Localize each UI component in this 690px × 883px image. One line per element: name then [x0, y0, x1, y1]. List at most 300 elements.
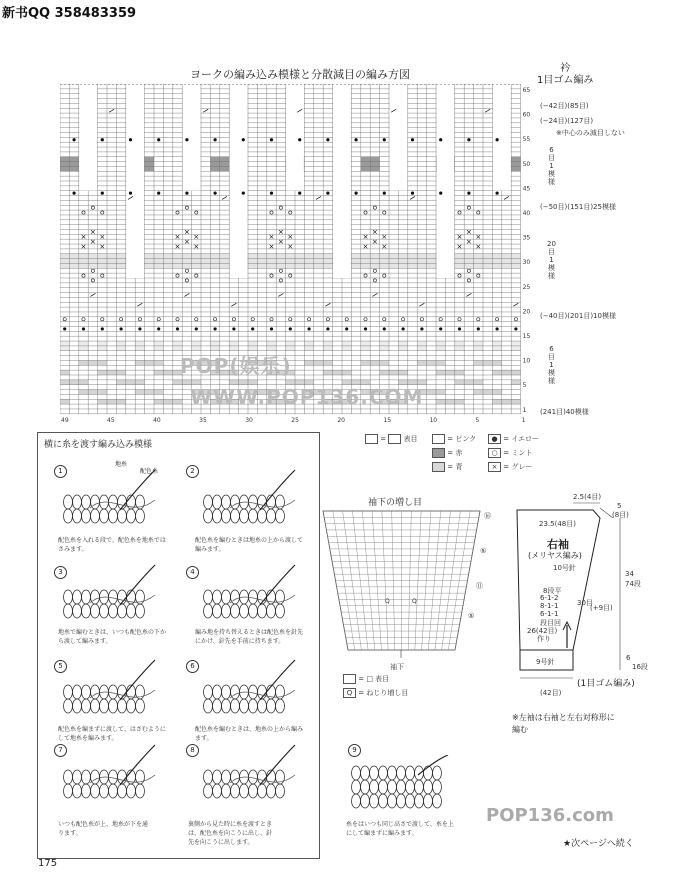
side-label-upper: 6目1模様 — [548, 146, 555, 186]
stitch-loop — [352, 794, 361, 808]
row-number: 40 — [522, 210, 530, 217]
chart-cell-shade — [69, 166, 78, 171]
stitch-loop — [231, 784, 240, 798]
chart-cell-shade — [436, 360, 445, 365]
chart-cell-shade — [474, 380, 483, 385]
chart-symbol-dot — [214, 192, 217, 195]
chart-cell-shade — [511, 399, 520, 404]
chart-cell-shade — [145, 166, 154, 171]
chart-cell-shade — [286, 341, 295, 346]
stitch-loop — [406, 794, 415, 808]
chart-cell-shade — [408, 380, 417, 385]
stitch-loop — [204, 685, 213, 699]
side-label-lower: 6目1模様 — [548, 345, 555, 385]
chart-cell-shade — [60, 380, 69, 385]
stitch-loop — [127, 784, 136, 798]
stitch-loop — [213, 699, 222, 713]
chart-cell-shade — [370, 254, 379, 259]
watermark-2: WWW.POP136.COM — [190, 385, 424, 409]
step-caption-6: 配色糸を編むときは、地糸の上から編みます。 — [195, 726, 304, 742]
stitch-loop — [361, 780, 370, 794]
schem-plus-9: (+9目) — [590, 604, 613, 612]
stitch-loop — [118, 784, 127, 798]
legend-label-grey: = グレー — [503, 463, 533, 471]
chart-cell-shade — [116, 399, 125, 404]
collar-label-1: 衿 — [560, 63, 571, 74]
step-number-3: 3 — [54, 566, 67, 579]
chart-cell-shade — [201, 263, 210, 268]
chart-cell-shade — [361, 341, 370, 346]
legend-swatch-blue — [432, 462, 445, 472]
chart-symbol-dot — [157, 327, 160, 330]
stitch-loop — [361, 794, 370, 808]
step-number-4: 4 — [186, 566, 199, 579]
legend-swatch-grey: × — [488, 462, 501, 472]
chart-symbol-decrease — [184, 293, 189, 296]
chart-cell-shade — [427, 390, 436, 395]
stitch-loop — [258, 784, 267, 798]
chart-cell-shade — [145, 157, 154, 162]
chart-cell-shade — [323, 254, 332, 259]
chart-symbol-decrease — [222, 196, 227, 199]
chart-cell-shade — [408, 254, 417, 259]
chart-cell-shade — [417, 263, 426, 268]
chart-symbol-dot — [232, 327, 235, 330]
stitch-loop — [127, 699, 136, 713]
chart-cell-shade — [210, 157, 219, 162]
legend-label-red: = 赤 — [447, 449, 463, 457]
row-number: 35 — [522, 234, 530, 242]
legend-pink — [432, 434, 476, 444]
stitch-loop — [222, 495, 231, 509]
stitch-loop — [91, 784, 100, 798]
chart-cell-shade — [145, 162, 154, 167]
step-illustration-6 — [204, 660, 296, 713]
chart-symbol-dot — [383, 192, 386, 195]
chart-symbol-circle — [82, 318, 85, 321]
chart-symbol-dot — [514, 327, 517, 330]
chart-cell-shade — [342, 341, 351, 346]
chart-cell-shade — [135, 341, 144, 346]
chart-cell-shade — [474, 390, 483, 395]
chart-cell-shade — [455, 263, 464, 268]
chart-cell-shade — [98, 390, 107, 395]
legend-swatch-red — [432, 448, 445, 458]
chart-cell-shade — [69, 259, 78, 264]
chart-cell-shade — [276, 259, 285, 264]
chart-cell-shade — [492, 370, 501, 375]
chart-cell-shade — [248, 341, 257, 346]
chart-cell-shade — [342, 370, 351, 375]
chart-symbol-dot — [138, 327, 141, 330]
chart-symbol-circle — [383, 274, 386, 277]
column-number: 40 — [153, 416, 161, 424]
step-caption-4: 編み地を持ち替えるときは配色糸を針先にかけ、針先を手前に持ちます。 — [195, 629, 304, 645]
legend-swatch-pink — [432, 434, 445, 444]
chart-symbol-decrease — [137, 303, 142, 306]
chart-cell-shade — [380, 259, 389, 264]
chart-cell-shade — [474, 346, 483, 351]
chart-cell-shade — [60, 399, 69, 404]
chart-symbol-dot — [129, 138, 132, 141]
chart-cell-shade — [398, 263, 407, 268]
column-number: 20 — [337, 416, 346, 424]
chart-symbol-circle — [82, 211, 85, 214]
step-number-5: 5 — [54, 660, 67, 673]
chart-symbol-circle — [458, 274, 461, 277]
decrease-gap — [437, 84, 455, 278]
stitch-loop — [118, 699, 127, 713]
chart-cell-shade — [455, 259, 464, 264]
chart-symbol-circle — [82, 274, 85, 277]
chart-cell-shade — [502, 263, 511, 268]
stitch-loop — [379, 766, 388, 780]
chart-cell-shade — [427, 254, 436, 259]
chart-cell-shade — [455, 254, 464, 259]
chart-cell-shade — [380, 254, 389, 259]
stitch-loop — [276, 699, 285, 713]
sleeve-row-mark: ⑤ — [468, 612, 475, 620]
chart-cell-shade — [135, 390, 144, 395]
chart-cell-shade — [370, 166, 379, 171]
stitch-loop — [388, 780, 397, 794]
chart-cell-shade — [220, 157, 229, 162]
stitch-loop — [249, 784, 258, 798]
chart-cell-shade — [304, 254, 313, 259]
chart-cell-shade — [257, 263, 266, 268]
row-number: 10 — [522, 357, 530, 365]
stitch-loop — [222, 509, 231, 523]
legend-label-knit: 表目 — [403, 435, 418, 443]
chart-cell-shade — [408, 259, 417, 264]
chart-symbol-circle — [514, 318, 517, 321]
chart-symbol-circle — [138, 318, 141, 321]
chart-cell-shade — [314, 360, 323, 365]
chart-symbol-circle — [120, 318, 123, 321]
chart-symbol-decrease — [513, 303, 518, 306]
stitch-loop — [222, 685, 231, 699]
stitch-loop — [127, 604, 136, 618]
right-label-1: (−42目)(85目) — [540, 102, 589, 110]
column-number: 30 — [245, 416, 253, 424]
stitch-loop — [64, 604, 73, 618]
chart-cell-shade — [455, 341, 464, 346]
chart-cell-shade — [79, 263, 88, 268]
chart-symbol-circle — [402, 318, 405, 321]
legend-label-yellow: = イエロー — [503, 435, 540, 443]
stitch-loop — [136, 509, 145, 523]
chart-cell-shade — [455, 346, 464, 351]
chart-symbol-dot — [355, 138, 358, 141]
chart-symbol-circle — [195, 318, 198, 321]
chart-cell-shade — [398, 259, 407, 264]
chart-cell-shade — [492, 360, 501, 365]
schem-subname: (メリヤス編み) — [528, 551, 582, 560]
chart-cell-shade — [116, 370, 125, 375]
chart-symbol-decrease — [504, 196, 509, 199]
chart-symbol-circle — [91, 279, 94, 282]
chart-cell-shade — [492, 346, 501, 351]
stitch-loop — [406, 780, 415, 794]
stitch-loop — [82, 784, 91, 798]
stitch-loop — [82, 770, 91, 784]
stitch-loop — [136, 784, 145, 798]
chart-symbol-circle — [176, 211, 179, 214]
schem-top-inner: 23.5(48目) — [539, 520, 576, 528]
chart-symbol-dot — [496, 138, 499, 141]
chart-cell-shade — [314, 259, 323, 264]
chart-cell-shade — [210, 162, 219, 167]
chart-cell-shade — [427, 263, 436, 268]
chart-symbol-circle — [308, 318, 311, 321]
chart-cell-shade — [323, 346, 332, 351]
right-label-6: (241目)40模様 — [540, 408, 589, 416]
chart-cell-shade — [361, 346, 370, 351]
chart-cell-shade — [483, 390, 492, 395]
chart-cell-shade — [229, 341, 238, 346]
stitch-loop — [370, 794, 379, 808]
column-number: 25 — [291, 416, 299, 424]
chart-cell-shade — [79, 360, 88, 365]
stitch-loop — [352, 766, 361, 780]
chart-cell-shade — [154, 360, 163, 365]
chart-symbol-circle — [63, 318, 66, 321]
chart-cell-shade — [370, 162, 379, 167]
chart-symbol-dot — [185, 138, 188, 141]
row-number: 50 — [522, 160, 530, 168]
stitch-loop — [433, 780, 442, 794]
right-label-4: (−50目)(151目)25模様 — [540, 203, 616, 211]
chart-cell-shade — [107, 254, 116, 259]
chart-symbol-dot — [402, 327, 405, 330]
schem-right-top-rows: (8目) — [612, 511, 629, 519]
stitch-loop — [379, 794, 388, 808]
chart-symbol-circle — [496, 318, 499, 321]
chart-cell-shade — [267, 254, 276, 259]
chart-cell-shade — [464, 254, 473, 259]
chart-cell-shade — [98, 360, 107, 365]
chart-symbol-circle — [345, 318, 348, 321]
stitch-loop — [388, 794, 397, 808]
chart-cell-shade — [192, 380, 201, 385]
chart-symbol-circle — [477, 274, 480, 277]
chart-cell-shade — [220, 162, 229, 167]
chart-cell-shade — [304, 341, 313, 346]
chart-symbol-decrease — [278, 293, 283, 296]
stitch-loop — [213, 685, 222, 699]
stitch-loop — [222, 699, 231, 713]
chart-cell-shade — [511, 346, 520, 351]
chart-cell-shade — [445, 399, 454, 404]
chart-cell-shade — [398, 346, 407, 351]
stitch-loop — [82, 509, 91, 523]
chart-cell-shade — [154, 341, 163, 346]
chart-symbol-dot — [73, 192, 76, 195]
decrease-gap — [183, 84, 201, 191]
chart-cell-shade — [126, 380, 135, 385]
stitch-loop — [379, 780, 388, 794]
stitch-loop — [204, 604, 213, 618]
stitch-loop — [370, 780, 379, 794]
chart-cell-shade — [201, 254, 210, 259]
step-illustration-3 — [64, 565, 156, 618]
stitch-loop — [82, 495, 91, 509]
chart-symbol-circle — [270, 211, 273, 214]
chart-cell-shade — [182, 263, 191, 268]
page-number: 175 — [38, 858, 58, 869]
chart-cell-shade — [79, 259, 88, 264]
chart-cell-shade — [351, 259, 360, 264]
chart-symbol-dot — [326, 138, 329, 141]
knitting-needle — [260, 565, 295, 605]
step-illustration-2 — [204, 470, 296, 523]
stitch-loop — [267, 509, 276, 523]
chart-cell-shade — [314, 254, 323, 259]
sleeve-row-mark: ⑤ — [480, 547, 487, 555]
chart-cell-shade — [492, 259, 501, 264]
decrease-gap — [390, 84, 408, 191]
chart-cell-shade — [135, 346, 144, 351]
step-illustration-1 — [64, 470, 156, 523]
stitch-loop — [361, 766, 370, 780]
chart-cell-shade — [163, 263, 172, 268]
stitch-loop — [406, 766, 415, 780]
chart-cell-shade — [248, 263, 257, 268]
legend-grey — [488, 462, 532, 472]
stitch-loop — [82, 685, 91, 699]
stitch-loop — [73, 770, 82, 784]
chart-cell-shade — [257, 254, 266, 259]
chart-symbol-circle — [326, 318, 329, 321]
step-number-8: 8 — [186, 744, 199, 757]
chart-cell-shade — [154, 399, 163, 404]
chart-cell-shade — [60, 166, 69, 171]
decrease-gap — [333, 84, 351, 278]
stitch-loop — [204, 699, 213, 713]
chart-cell-shade — [154, 370, 163, 375]
chart-cell-shade — [380, 360, 389, 365]
chart-cell-shade — [474, 360, 483, 365]
chart-cell-shade — [511, 380, 520, 385]
step-caption-1: 配色糸を入れる段で、配色糸を地糸ではさみます。 — [58, 537, 166, 553]
stitch-loop — [204, 509, 213, 523]
stitch-loop — [370, 766, 379, 780]
chart-symbol-decrease — [419, 303, 424, 306]
chart-cell-shade — [163, 370, 172, 375]
chart-symbol-circle — [270, 274, 273, 277]
chart-symbol-dot — [270, 138, 273, 141]
schem-cuff-rows: 9号針 — [536, 658, 555, 666]
chart-cell-shade — [286, 380, 295, 385]
step-caption-7: いつも配色糸が上、地糸が下を通ります。 — [58, 821, 149, 837]
chart-symbol-circle — [364, 211, 367, 214]
chart-cell-shade — [154, 263, 163, 268]
chart-cell-shade — [69, 263, 78, 268]
chart-cell-shade — [295, 259, 304, 264]
chart-cell-shade — [257, 259, 266, 264]
chart-cell-shade — [192, 259, 201, 264]
collar-label-2: 1目ゴム編み — [537, 75, 594, 86]
chart-cell-shade — [154, 390, 163, 395]
step-caption-5: 配色糸を編まずに渡して、はさむようにして地糸を編みます。 — [58, 726, 166, 742]
chart-symbol-dot — [355, 192, 358, 195]
step-number-6: 6 — [186, 660, 199, 673]
chart-symbol-circle — [91, 269, 94, 272]
side-label-middle: 20目1模様 — [547, 240, 556, 280]
watermark-1: POP(娱乐) — [180, 354, 292, 378]
stitch-loop — [64, 699, 73, 713]
chart-cell-shade — [79, 341, 88, 346]
chart-symbol-circle — [458, 211, 461, 214]
stitch-loop — [276, 784, 285, 798]
chart-symbol-decrease — [316, 196, 321, 199]
legend-swatch-mint: ○ — [488, 448, 501, 458]
yarn-label-contrast: 配色糸 — [140, 468, 159, 475]
stitch-loop — [73, 604, 82, 618]
stitch-loop — [204, 784, 213, 798]
chart-symbol-circle — [289, 318, 292, 321]
stitch-loop — [276, 509, 285, 523]
chart-symbol-circle — [373, 206, 376, 209]
schem-cuff-len: 6 — [626, 654, 631, 662]
chart-symbol-dot — [383, 138, 386, 141]
chart-cell-shade — [492, 341, 501, 346]
knitting-needle — [120, 660, 155, 700]
chart-cell-shade — [323, 360, 332, 365]
knitting-needle — [260, 470, 295, 510]
stitch-loop — [213, 590, 222, 604]
chart-cell-shade — [69, 162, 78, 167]
chart-cell-shade — [98, 263, 107, 268]
chart-cell-shade — [210, 166, 219, 171]
chart-cell-shade — [107, 259, 116, 264]
chart-symbol-circle — [477, 211, 480, 214]
chart-symbol-dot — [496, 327, 499, 330]
chart-cell-shade — [98, 254, 107, 259]
chart-cell-shade — [98, 399, 107, 404]
chart-cell-shade — [474, 259, 483, 264]
chart-cell-shade — [60, 157, 69, 162]
chart-cell-shade — [210, 254, 219, 259]
stitch-loop — [136, 699, 145, 713]
chart-cell-shade — [455, 370, 464, 375]
chart-cell-shade — [248, 380, 257, 385]
stitch-loop — [64, 685, 73, 699]
chart-symbol-circle — [279, 269, 282, 272]
chart-symbol-circle — [383, 211, 386, 214]
chart-cell-shade — [502, 259, 511, 264]
chart-symbol-dot — [63, 327, 66, 330]
sleeve-increase-title: 袖下の増し目 — [368, 498, 423, 508]
chart-symbol-circle — [176, 318, 179, 321]
chart-symbol-dot — [458, 327, 461, 330]
chart-symbol-decrease — [485, 109, 490, 112]
increase-mark: Q — [412, 598, 417, 605]
chart-symbol-dot — [326, 192, 329, 195]
step-caption-2: 配色糸を編むときは地糸の上から渡して編みます。 — [195, 537, 304, 553]
stitch-loop — [240, 699, 249, 713]
chart-cell-shade — [173, 399, 182, 404]
schem-increase-1: 8段平 — [543, 587, 562, 595]
stitch-loop — [100, 509, 109, 523]
chart-symbol-circle — [232, 318, 235, 321]
chart-cell-shade — [474, 254, 483, 259]
column-number: 1 — [521, 416, 526, 424]
chart-cell-shade — [492, 263, 501, 268]
chart-symbol-circle — [251, 318, 254, 321]
step-illustration-5 — [64, 660, 156, 713]
chart-cell-shade — [192, 254, 201, 259]
